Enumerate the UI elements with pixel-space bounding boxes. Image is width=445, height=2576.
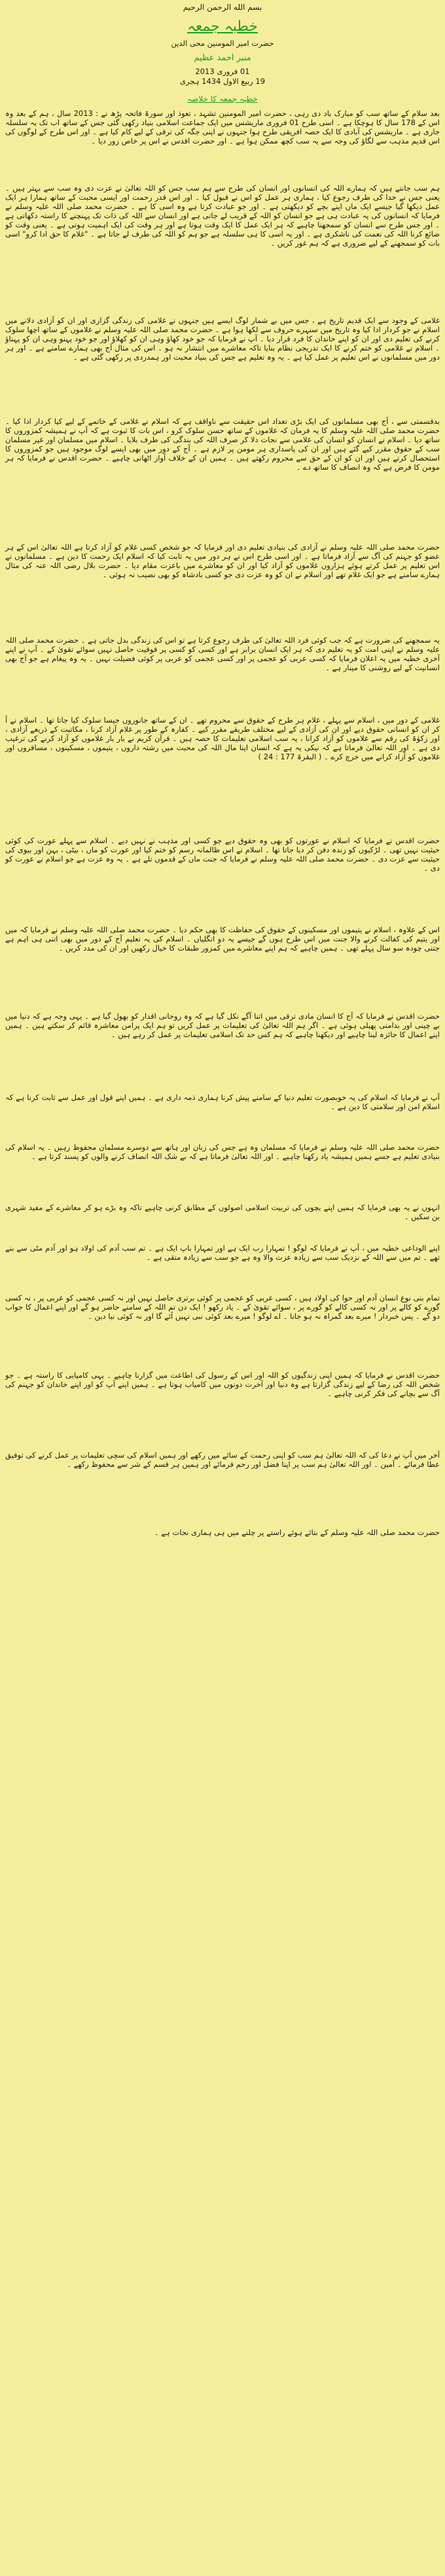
paragraph: انہوں نے یہ بھی فرمایا کہ ہمیں اپنے بچوں کی تربیت اسلامی اصولوں کے مطابق کرنی چاہیے تاکہ وہ بڑے ہو کر معاشرے کے مفید شہری بن سکیں ۔ xyxy=(5,1203,440,1221)
page-title: خطبہ جمعہ xyxy=(187,18,258,35)
author-name: منیر احمد عظیم xyxy=(194,53,251,63)
paragraph: آپ نے فرمایا کہ اسلام کی یہ خوبصورت تعلیم دنیا کے سامنے پیش کرنا ہماری ذمہ داری ہے ۔ ہمیں اپنے قول اور عمل سے ثابت کرنا ہے کہ اسلام امن اور سلامتی کا دین ہے ۔ xyxy=(5,1093,440,1111)
paragraph: حضرت اقدس نے فرمایا کہ ہمیں اپنی زندگیوں کو اللہ اور اس کے رسول کی اطاعت میں گزارنا چاہیے ۔ یہی کامیابی کا راستہ ہے ۔ جو شخص اللہ کی رضا کے لیے زندگی گزارتا ہے وہ دنیا اور آخرت دونوں میں کامیاب ہوتا ہے ۔ ہمیں اپنے آپ کو اور اپنے خاندان کو جہنم کی آگ سے بچانے کی فکر کرنی چاہیے ۔ xyxy=(5,1371,440,1398)
paragraph: بدقسمتی سے ، آج بھی مسلمانوں کی ایک بڑی تعداد اس حقیقت سے ناواقف ہے کہ اسلام نے غلامی کے خاتمے کے لیے کیا کردار ادا کیا ۔ حضرت محمد صلی اللہ علیہ وسلم کا یہ فرمان کہ غلاموں کے ساتھ حسن سلوک کرو ، اس بات کا ثبوت ہے کہ آپ نے ہمیشہ کمزوروں کا ساتھ دیا ۔ اسلام نے انسان کو انسان کی غلامی سے نجات دلا کر صرف اللہ کی بندگی کی طرف بلایا ۔ اسلام میں مسلمان اور غیر مسلمان سب کے حقوق مقرر کیے گئے ہیں اور ان کی پاسداری ہر مومن پر لازم ہے ۔ آج کے دور میں بھی ایسے لوگ موجود ہیں جو کمزوروں کا استحصال کرتے ہیں اور ان کو ان کے حق سے محروم رکھتے ہیں ۔ ہمیں ان کے خلاف آواز اٹھانی چاہیے ۔ حضرت اقدس نے فرمایا کہ ہر مومن کا فرض ہے کہ وہ انصاف کا ساتھ دے ۔ xyxy=(5,417,440,472)
paragraph: حضرت اقدس نے فرمایا کہ آج کا انسان مادی ترقی میں اتنا آگے نکل گیا ہے کہ وہ روحانی اقدار کو بھول گیا ہے ۔ یہی وجہ ہے کہ دنیا میں بے چینی اور بدامنی پھیلی ہوئی ہے ۔ اگر ہم اللہ تعالیٰ کی تعلیمات پر عمل کریں تو ہم ایک پرامن معاشرہ قائم کر سکتے ہیں ۔ ہمیں اپنے اعمال کا جائزہ لینا چاہیے اور دیکھنا چاہیے کہ ہم کس حد تک اسلامی تعلیمات پر عمل کر رہے ہیں ۔ xyxy=(5,1012,440,1039)
subtitle: حضرت امیر المومنین محی الدین xyxy=(171,39,274,48)
paragraph: آخر میں آپ نے دعا کی کہ اللہ تعالیٰ ہم سب کو اپنی رحمت کے سائے میں رکھے اور ہمیں اسلام کی سچی تعلیمات پر عمل کرنے کی توفیق عطا فرمائے ۔ آمین ۔ اور اللہ تعالیٰ ہم سب پر اپنا فضل اور رحم فرمائے اور ہمیں ہر قسم کے شر سے محفوظ رکھے ۔ xyxy=(5,1450,440,1469)
paragraph: اس کے علاوہ ، اسلام نے یتیموں اور مسکینوں کے حقوق کی حفاظت کا بھی حکم دیا ۔ حضرت محمد صلی اللہ علیہ وسلم نے فرمایا کہ میں اور یتیم کی کفالت کرنے والا جنت میں اس طرح ہوں گے جیسے یہ دو انگلیاں ۔ اسلام کی یہ تعلیم آج کے دور میں بھی اتنی ہی اہم ہے جتنی چودہ سو سال پہلے تھی ۔ ہمیں چاہیے کہ ہم اپنے معاشرے میں کمزور طبقات کا خیال رکھیں اور ان کی مدد کریں ۔ xyxy=(5,925,440,953)
date-gregorian: 01 فروری 2013 xyxy=(195,67,250,76)
paragraph: حضرت اقدس نے فرمایا کہ اسلام نے عورتوں کو بھی وہ حقوق دیے جو کسی اور مذہب نے نہیں دیے ۔ اسلام سے پہلے عورت کی کوئی حیثیت نہیں تھی ۔ لڑکیوں کو زندہ دفن کر دیا جاتا تھا ۔ اسلام نے اس ظالمانہ رسم کو ختم کیا اور عورت کو ماں ، بیٹی ، بہن اور بیوی کی حیثیت سے عزت دی ۔ حضرت محمد صلی اللہ علیہ وسلم نے فرمایا کہ جنت ماں کے قدموں تلے ہے ۔ یہ وہ عزت ہے جو اسلام نے عورت کو دی ۔ xyxy=(5,836,440,873)
summary-heading: خطبہ جمعہ کا خلاصہ xyxy=(187,94,258,104)
paragraph: ہم سب جانتے ہیں کہ ہمارے اللہ کی انسانوں اور انسان کی طرح سے ہم سب جس کو اللہ تعالیٰ نے عزت دی وہ سب سے بہتر ہیں ۔ یعنی جس نے خدا کی طرف رجوع کیا ، ہماری ہر عمل کو اس نے قبول کیا ۔ اور اس قدر رحمت اور ایسی محبت کے ساتھ ہمارا ہر ایک عمل دیکھا گیا جیسے ایک ماں اپنے بچے کو دیکھتی ہے ۔ اور جو عبادت کرتا ہے وہ اسی کا ہے ۔ حضرت محمد صلی اللہ علیہ وسلم نے فرمایا کہ انسانوں کی یہ عبادت ہی ہے جو انسان کو اللہ کے قریب لے جاتی ہے اور انسان سے اللہ کی ذات تک پہنچنے کا راستہ دکھاتی ہے ۔ اور جس طرح سے انسان کو سمجھنا چاہیے کہ ہر ایک عمل کا ایک وقت ہوتا ہے اور ہر وقت کی ایک اہمیت ہوتی ہے ۔ یعنی وقت کو ضائع کرنا اللہ کی نعمت کی ناشکری ہے ۔ اور یہ اسی کا ہی سلسلہ ہے جو ہم کو اللہ کی طرف لے جاتا ہے ۔ "غلام کا حق ادا کرو" اسی بات کو سمجھنے کے لیے ضروری ہے کہ ہم غور کریں ۔ xyxy=(5,183,440,248)
paragraph: غلامی کے دور میں ، اسلام سے پہلے ، غلام ہر طرح کے حقوق سے محروم تھے ۔ ان کے ساتھ جانوروں جیسا سلوک کیا جاتا تھا ۔ اسلام نے آ کر ان کو انسانی حقوق دیے اور ان کی آزادی کے لیے مختلف طریقے مقرر کیے ۔ کفارہ کے طور پر غلام آزاد کرنا ، مکاتبت کے ذریعے آزادی ، اور زکوٰۃ کی رقم سے غلاموں کو آزاد کرانا ، یہ سب اسلامی تعلیمات کا حصہ ہیں ۔ قرآن کریم نے بار بار غلاموں کو آزاد کرنے کی ترغیب دی ہے ۔ اور اللہ تعالیٰ فرماتا ہے کہ نیکی یہ ہے کہ انسان اپنا مال اللہ کی محبت میں رشتہ داروں ، یتیموں ، مسکینوں ، مسافروں اور غلاموں کو آزاد کرانے میں خرچ کرے ۔ ( البقرۃ 177 : 24 ) xyxy=(5,715,440,761)
paragraph: حضرت محمد صلی اللہ علیہ وسلم نے فرمایا کہ مسلمان وہ ہے جس کی زبان اور ہاتھ سے دوسرے مسلمان محفوظ رہیں ۔ یہ اسلام کی بنیادی تعلیم ہے جسے ہمیں ہمیشہ یاد رکھنا چاہیے ۔ اور اللہ تعالیٰ فرماتا ہے کہ بے شک اللہ انصاف کرنے والوں کو پسند کرتا ہے ۔ xyxy=(5,1143,440,1161)
paragraph: تمام بنی نوع انسان آدم اور حوا کی اولاد ہیں ، کسی عربی کو عجمی پر کوئی برتری حاصل نہیں اور نہ کسی عجمی کو عربی پر ، نہ کسی گورے کو کالے پر اور نہ کسی کالے کو گورے پر ، سوائے تقویٰ کے ۔ یاد رکھو ! ایک دن تم اللہ کے سامنے حاضر ہو گے اور اپنے اعمال کا جواب دو گے ۔ پس خبردار ! میرے بعد گمراہ نہ ہو جانا ۔ اے لوگو ! میرے بعد کوئی نبی نہیں آئے گا اور نہ کوئی نیا دین ۔ xyxy=(5,1293,440,1321)
paragraph: یہ سمجھنے کی ضرورت ہے کہ جب کوئی فرد اللہ تعالیٰ کی طرف رجوع کرتا ہے تو اس کی زندگی بدل جاتی ہے ۔ حضرت محمد صلی اللہ علیہ وسلم نے اپنی امت کو یہ تعلیم دی کہ ہر ایک انسان برابر ہے اور کسی کو کسی پر فوقیت حاصل نہیں سوائے تقویٰ کے ۔ آپ نے اپنے آخری خطبہ میں یہ اعلان فرمایا کہ کسی عربی کو عجمی پر اور کسی عجمی کو عربی پر کوئی فضیلت نہیں ۔ یہ وہ پیغام ہے جو آج بھی انسانیت کے لیے روشنی کا مینار ہے ۔ xyxy=(5,635,440,672)
date-hijri: 19 ربیع الاول 1434 ہجری xyxy=(179,77,266,86)
paragraph: غلامی کے وجود سے ایک قدیم تاریخ ہے ، جس میں بے شمار لوگ ایسے ہیں جنہوں نے غلامی کی زندگی گزاری اور ان کو آزادی دلانے میں اسلام نے جو کردار ادا کیا وہ تاریخ میں سنہرے حروف سے لکھا ہوا ہے ۔ حضرت محمد صلی اللہ علیہ وسلم نے غلاموں کے ساتھ اچھا سلوک کرنے کی تعلیم دی اور ان کو اپنے خاندان کا فرد قرار دیا ۔ آپ نے فرمایا کہ جو خود کھاؤ وہی ان کو کھلاؤ اور جو خود پہنو وہی ان کو پہناؤ ۔ اسلام نے غلامی کو ختم کرنے کا ایک تدریجی نظام بنایا تاکہ معاشرے میں انتشار نہ ہو ۔ اس کی مثال آج بھی ہمارے سامنے ہے ۔ اور ہر دور میں مسلمانوں نے اس تعلیم پر عمل کیا ہے ۔ یہ وہ تعلیم ہے جس کی بنیاد محبت اور ہمدردی پر رکھی گئی ہے ۔ xyxy=(5,316,440,362)
bismillah: بسم الله الرحمن الرحیم xyxy=(183,3,262,12)
paragraph: حضرت محمد صلی اللہ علیہ وسلم نے آزادی کی بنیادی تعلیم دی اور فرمایا کہ جو شخص کسی غلام کو آزاد کرتا ہے اللہ تعالیٰ اس کے ہر عضو کو جہنم کی آگ سے آزاد فرماتا ہے ۔ اور اسی طرح اس نے ہر دور میں یہ ثابت کیا کہ اسلام ایک رحمت کا دین ہے ۔ مسلمانوں نے اس تعلیم پر عمل کرتے ہوئے ہزاروں غلاموں کو آزاد کیا اور ان کو معاشرے میں باعزت مقام دیا ۔ حضرت بلال رضی اللہ عنہ کی مثال ہمارے سامنے ہے جو ایک غلام تھے اور اسلام نے ان کو وہ عزت دی جو کسی بادشاہ کو بھی نصیب نہ ہوئی ۔ xyxy=(5,542,440,579)
paragraph: حضرت محمد صلی اللہ علیہ وسلم کے بتائے ہوئے راستے پر چلنے میں ہی ہماری نجات ہے ۔ xyxy=(154,1528,440,1537)
paragraph: اپنے الوداعی خطبہ میں ، آپ نے فرمایا کہ لوگو ! تمہارا رب ایک ہے اور تمہارا باپ ایک ہے ۔ تم سب آدم کی اولاد ہو اور آدم مٹی سے بنے تھے ۔ تم میں سے اللہ کے نزدیک سب سے زیادہ عزت والا وہ ہے جو سب سے زیادہ متقی ہے ۔ xyxy=(5,1243,440,1262)
paragraph: بعد سلام کے ساتھ سب کو مبارک باد دی رہی ، حضرت امیر المومنین تشہد ، تعوذ اور سورۃ فاتحہ پڑھ نے : 2013 سال ، ہم کے بعد وہ اس کے 178 سال کا ہوچکا ہے ۔ اسی طرح 01 فروری ماریشس میں ایک جماعت اسلامی بنیاد رکھی گئی جس کے ساتھ اب تک یہ سلسلہ جاری ہے ۔ ماریشس کی آبادی کا ایک حصہ افریقی طرح ہوا جنہوں نے اپنی جگہ کی ترقی کے لیے کام کیا ہے ۔ اور اس طرح کے لوگوں کی اس قدیم مذہب سے لگاؤ کی وجہ سے یہ سب کچھ ممکن ہوا ہے ۔ اور حضرت اقدس نے اس پر خاص زور دیا ۔ xyxy=(5,109,440,145)
